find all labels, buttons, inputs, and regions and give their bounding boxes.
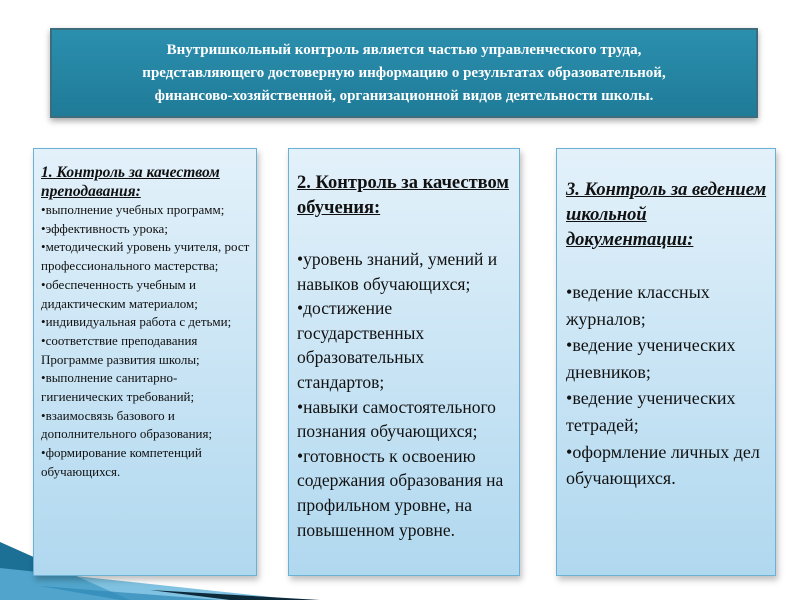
column-items bbox=[566, 279, 769, 492]
list-item: • выполнение учебных программ; bbox=[41, 201, 250, 220]
column-documentation bbox=[556, 148, 776, 576]
list-item: • формирование компетенций обучающихся. bbox=[41, 444, 250, 481]
list-item: • ведение ученических дневников; bbox=[566, 332, 769, 385]
list-item: • уровень знаний, умений и навыков обучающихся; bbox=[297, 247, 513, 296]
list-item: • оформление личных дел обучающихся. bbox=[566, 439, 769, 492]
list-item: • выполнение санитарно-гигиенических требований; bbox=[41, 369, 250, 406]
column-title: 3. Контроль за ведением школьной документации: bbox=[566, 180, 767, 250]
column-items bbox=[297, 247, 513, 542]
list-item: • достижение государственных образовательных стандартов; bbox=[297, 296, 513, 394]
list-item: • ведение классных журналов; bbox=[566, 279, 769, 332]
list-item: • индивидуальная работа с детьми; bbox=[41, 313, 250, 332]
list-item: • взаимосвязь базового и дополнительного образования; bbox=[41, 407, 250, 444]
column-title: 1. Контроль за качеством преподавания: bbox=[41, 164, 220, 200]
list-item: • ведение ученических тетрадей; bbox=[566, 385, 769, 438]
header-banner bbox=[50, 28, 758, 118]
column-title: 2. Контроль за качеством обучения: bbox=[297, 173, 510, 218]
header-text: Внутришкольный контроль является частью управленческого труда, представляющего достоверную информацию о результатах образовательной, финансово-хозяйственной, организационной видов деятельности школы. bbox=[142, 41, 666, 104]
list-item: • обеспеченность учебным и дидактическим материалом; bbox=[41, 276, 250, 313]
list-item: • соответствие преподавания Программе развития школы; bbox=[41, 332, 250, 369]
list-item: • готовность к освоению содержания образования на профильном уровне, на повышенном уровне. bbox=[297, 444, 513, 542]
column-learning-quality bbox=[288, 148, 520, 576]
list-item: • навыки самостоятельного познания обучающихся; bbox=[297, 395, 513, 444]
column-items bbox=[41, 201, 250, 482]
list-item: • эффективность урока; bbox=[41, 220, 250, 239]
list-item: • методический уровень учителя, рост профессионального мастерства; bbox=[41, 238, 250, 275]
column-teaching-quality bbox=[33, 148, 257, 576]
